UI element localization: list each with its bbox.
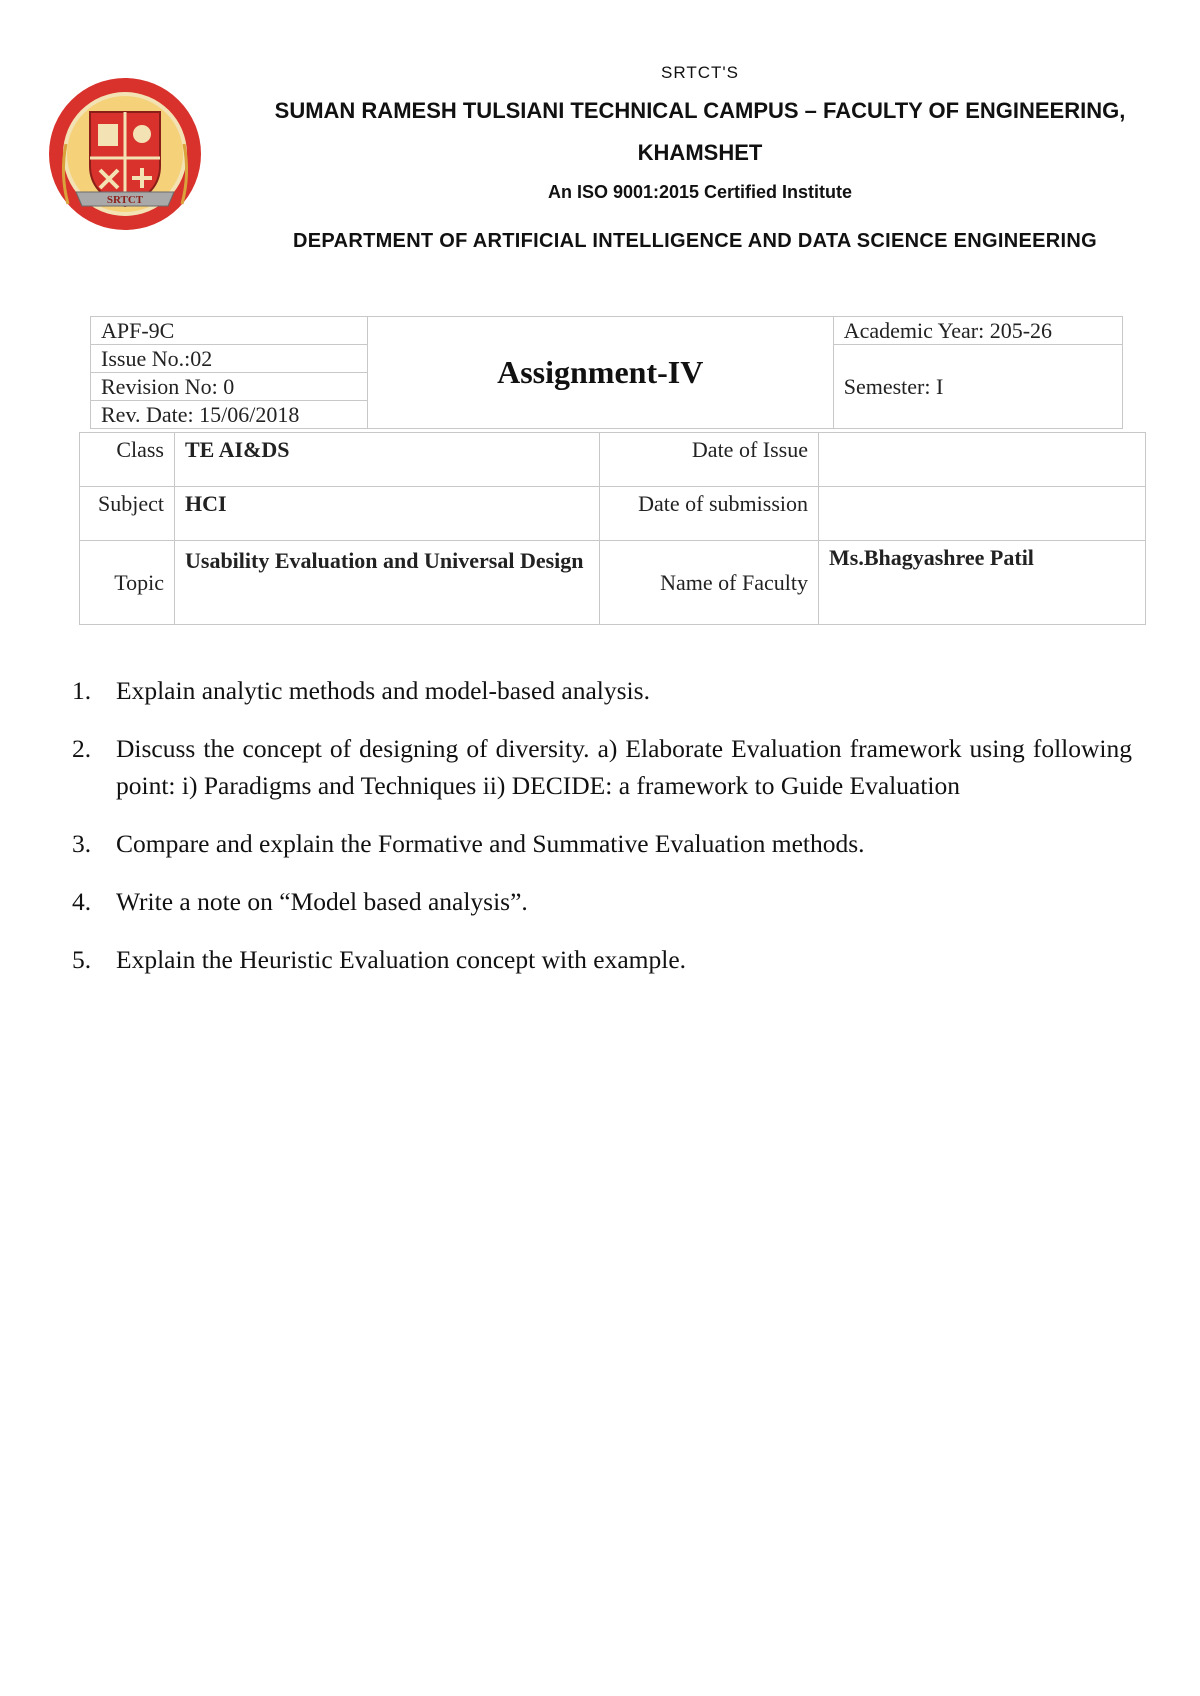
question-item — [72, 941, 1132, 978]
class-value: TE AI&DS — [175, 433, 600, 487]
question-number: 1. — [72, 676, 92, 705]
question-item — [72, 730, 1132, 804]
question-text: Explain the Heuristic Evaluation concept with example. — [116, 945, 687, 974]
rev-date: Rev. Date: 15/06/2018 — [91, 401, 368, 429]
format-code: APF-9C — [91, 317, 368, 345]
question-item — [72, 883, 1132, 920]
iso-certification: An ISO 9001:2015 Certified Institute — [547, 182, 853, 202]
question-text: Explain analytic methods and model-based analysis. — [116, 676, 650, 705]
seal-band-text: SRTCT — [106, 194, 144, 206]
faculty-value: Ms.Bhagyashree Patil — [819, 541, 1146, 625]
subject-value: HCI — [175, 487, 600, 541]
question-text: Write a note on “Model based analysis”. — [116, 887, 528, 916]
college-seal-logo — [46, 74, 204, 244]
society-name: SRTCT'S — [661, 63, 739, 82]
date-of-issue-label: Date of Issue — [600, 433, 819, 487]
question-number: 3. — [72, 829, 92, 858]
topic-value: Usability Evaluation and Universal Design — [175, 541, 600, 625]
question-list — [72, 672, 1132, 999]
issue-no: Issue No.:02 — [91, 345, 368, 373]
question-item — [72, 825, 1132, 862]
question-text: Compare and explain the Formative and Summative Evaluation methods. — [116, 829, 865, 858]
date-of-submission-value — [819, 487, 1146, 541]
topic-label: Topic — [80, 541, 175, 625]
college-seal-icon — [49, 78, 201, 230]
question-text: Discuss the concept of designing of diversity. a) Elaborate Evaluation framework using following point: i) Paradigms and Techniques ii) DECIDE: a framework to Guide Evaluation — [116, 734, 1132, 800]
campus-name-line2: KHAMSHET — [637, 140, 763, 165]
academic-year: Academic Year: 205-26 — [833, 317, 1122, 345]
revision-no: Revision No: 0 — [91, 373, 368, 401]
question-item — [72, 672, 1132, 709]
question-number: 4. — [72, 887, 92, 916]
document-meta-table — [90, 316, 1123, 429]
faculty-label: Name of Faculty — [600, 541, 819, 625]
question-number: 2. — [72, 734, 92, 763]
department-name: DEPARTMENT OF ARTIFICIAL INTELLIGENCE AND DATA SCIENCE ENGINEERING — [293, 230, 1097, 252]
assignment-title: Assignment-IV — [367, 317, 833, 429]
subject-label: Subject — [80, 487, 175, 541]
class-label: Class — [80, 433, 175, 487]
assignment-info-table — [79, 432, 1146, 625]
campus-name-line1: SUMAN RAMESH TULSIANI TECHNICAL CAMPUS – FACULTY OF ENGINEERING, — [274, 98, 1126, 123]
semester: Semester: I — [833, 345, 1122, 429]
date-of-submission-label: Date of submission — [600, 487, 819, 541]
question-number: 5. — [72, 945, 92, 974]
date-of-issue-value — [819, 433, 1146, 487]
